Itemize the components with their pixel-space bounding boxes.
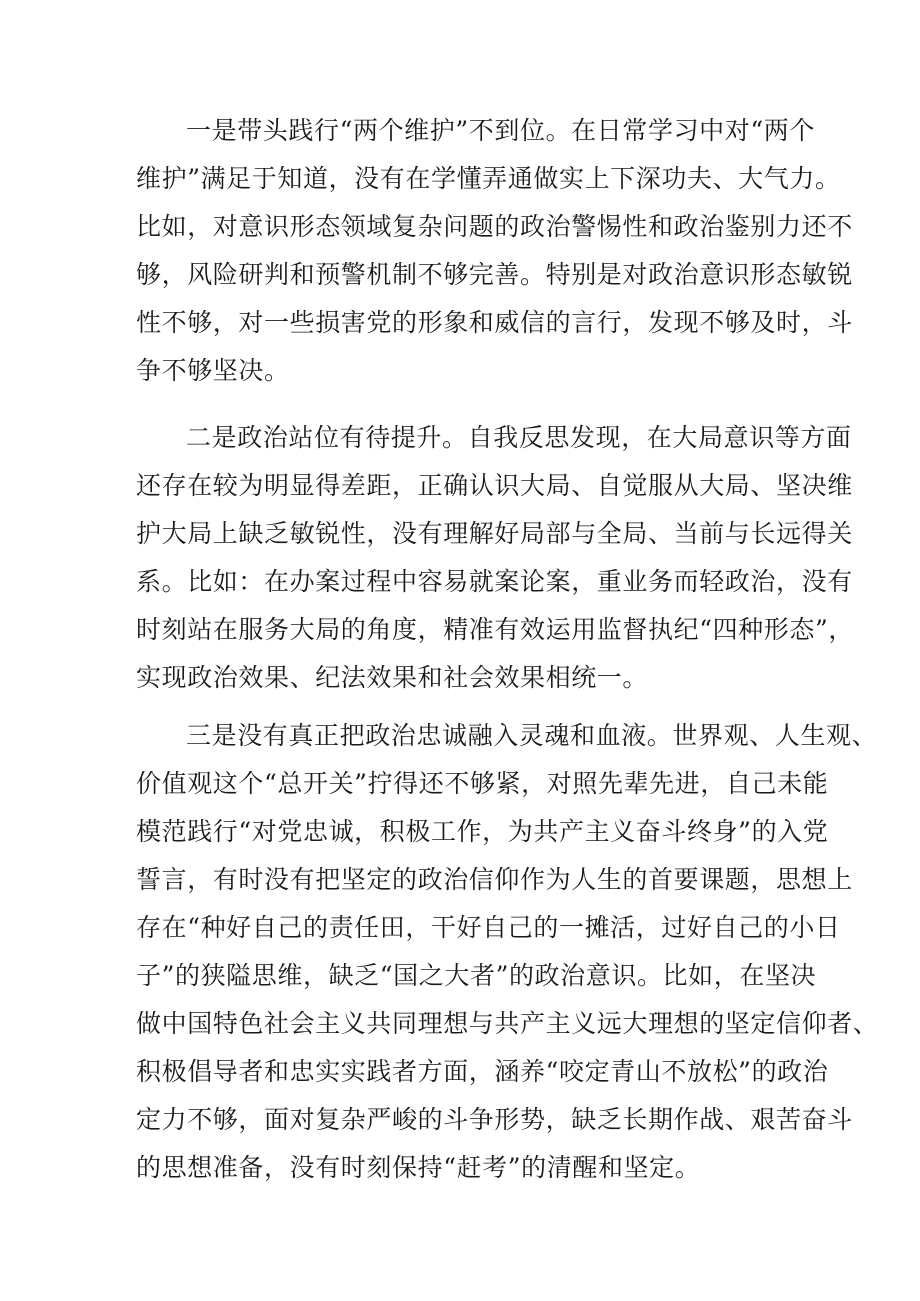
paragraph-line: 二是政治站位有待提升。自我反思发现，在大局意识等方面 [186, 423, 852, 452]
paragraph-line: 比如，对意识形态领域复杂问题的政治警惕性和政治鉴别力还不 [136, 212, 853, 241]
paragraph-line: 誓言，有时没有把坚定的政治信仰作为人生的首要课题，思想上 [136, 865, 853, 894]
paragraph-line: 争不够坚决。 [136, 356, 290, 385]
paragraph-line: 性不够，对一些损害党的形象和威信的言行，发现不够及时，斗 [136, 308, 853, 337]
paragraph-line: 存在“种好自己的责任田，干好自己的一摊活，过好自己的小日 [136, 913, 841, 942]
paragraph-line: 时刻站在服务大局的角度，精准有效运用监督执纪“四种形态”， [136, 615, 854, 644]
paragraph-line: 子”的狭隘思维，缺乏“国之大者”的政治意识。比如，在坚决 [136, 961, 817, 990]
paragraph-line: 的思想准备，没有时刻保持“赶考”的清醒和坚定。 [136, 1153, 701, 1182]
paragraph-line: 定力不够，面对复杂严峻的斗争形势，缺乏长期作战、艰苦奋斗 [136, 1105, 853, 1134]
paragraph-line: 还存在较为明显得差距，正确认识大局、自觉服从大局、坚决维 [136, 471, 853, 500]
paragraph-line: 模范践行“对党忠诚，积极工作，为共产主义奋斗终身”的入党 [136, 817, 829, 846]
paragraph-line: 系。比如：在办案过程中容易就案论案，重业务而轻政治，没有 [136, 567, 853, 596]
paragraph-line: 积极倡导者和忠实实践者方面，涵养“咬定青山不放松”的政治 [136, 1057, 829, 1086]
paragraph-line: 一是带头践行“两个维护”不到位。在日常学习中对“两个 [186, 116, 815, 145]
paragraph-line: 维护”满足于知道，没有在学懂弄通做实上下深功夫、大气力。 [136, 164, 841, 193]
paragraph-line: 价值观这个“总开关”拧得还不够紧，对照先辈先进，自己未能 [136, 769, 829, 798]
paragraph-line: 三是没有真正把政治忠诚融入灵魂和血液。世界观、人生观、 [186, 721, 878, 750]
paragraph-line: 实现政治效果、纪法效果和社会效果相统一。 [136, 663, 649, 692]
paragraph-line: 护大局上缺乏敏锐性，没有理解好局部与全局、当前与长远得关 [136, 519, 853, 548]
paragraph-line: 够，风险研判和预警机制不够完善。特别是对政治意识形态敏锐 [136, 260, 853, 289]
paragraph-line: 做中国特色社会主义共同理想与共产主义远大理想的坚定信仰者、 [136, 1009, 879, 1038]
